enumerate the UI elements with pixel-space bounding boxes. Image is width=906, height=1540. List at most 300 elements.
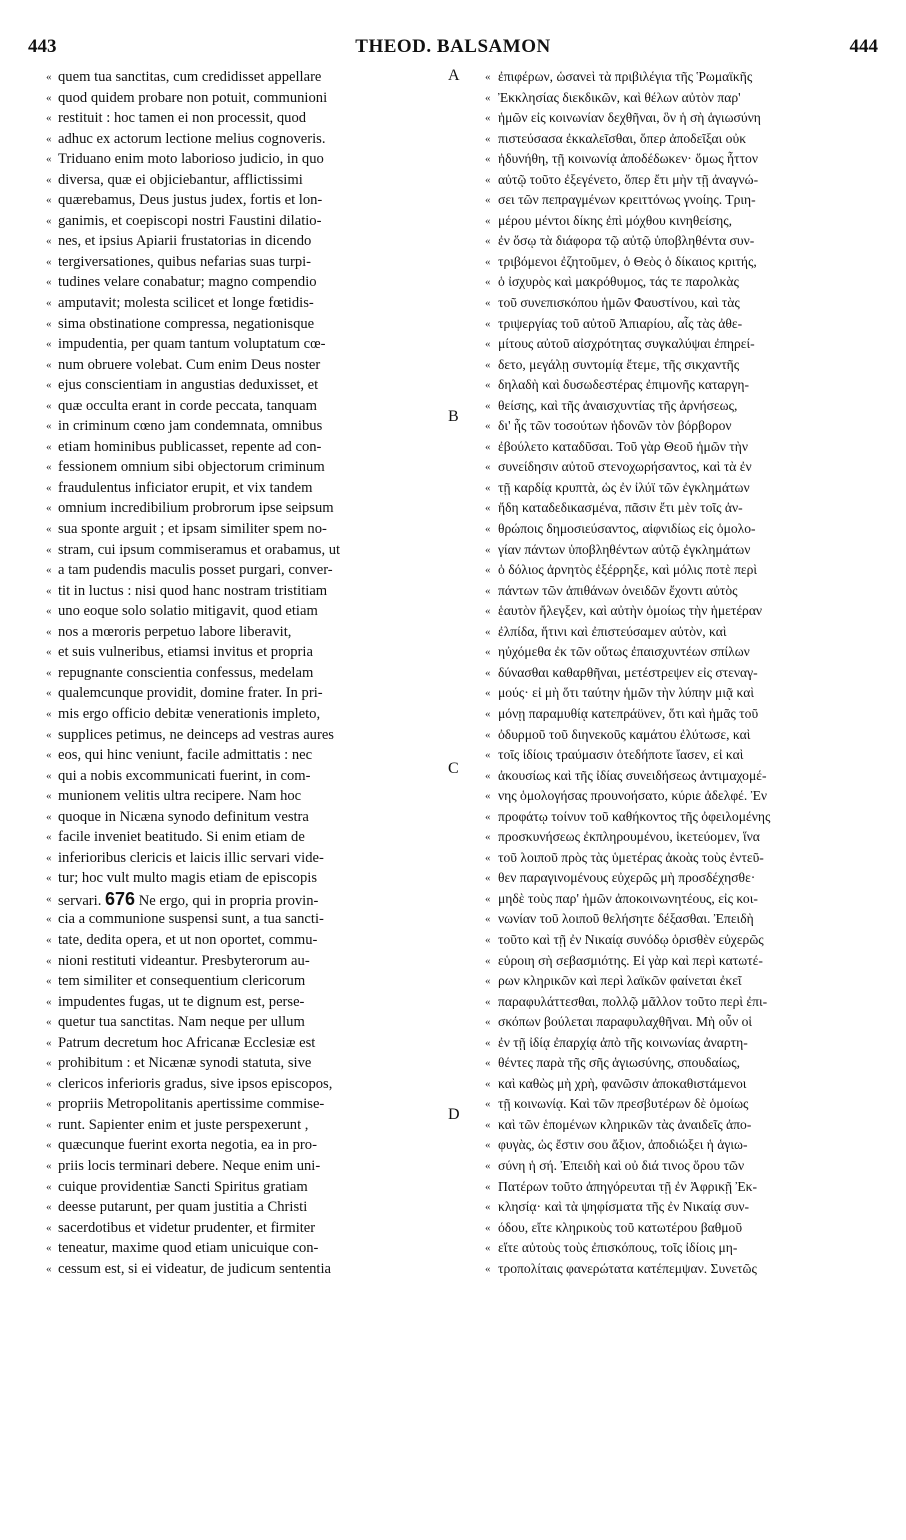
quote-mark: «	[485, 502, 491, 515]
line-text: tate, dedita opera, et ut non oportet, commu-	[58, 931, 318, 948]
line-text: in criminum cœno jam condemnata, omnibus	[58, 418, 323, 435]
quote-mark: «	[46, 625, 52, 638]
quote-mark: «	[485, 666, 491, 679]
text-line	[485, 951, 878, 972]
text-line	[485, 293, 878, 314]
text-line	[46, 786, 442, 807]
line-text: cessum est, si ei videatur, de judicum sententia	[58, 1260, 331, 1277]
quote-mark: «	[485, 625, 491, 638]
text-line	[46, 272, 442, 293]
quote-mark: «	[485, 338, 491, 351]
line-text: ἐλπίδα, ἥτινι καὶ ἐπιστεύσαμεν αὐτὸν, καὶ	[498, 623, 727, 639]
text-line	[485, 1177, 878, 1198]
text-line	[46, 190, 442, 211]
quote-mark: «	[46, 420, 52, 433]
line-text: γίαν πάντων ὑποβληθέντων αὐτῷ ἐγκλημάτων	[498, 541, 751, 557]
line-text: nos a mœroris perpetuo labore liberavit,	[58, 623, 292, 640]
text-line	[485, 355, 878, 376]
line-text: quæ occulta erant in corde peccata, tanquam	[58, 397, 317, 414]
line-text: num obruere volebat. Cum enim Deus noster	[58, 356, 321, 373]
line-text: runt. Sapienter enim et juste perspexerunt ,	[58, 1116, 309, 1133]
line-text: δύνασθαι καθαρθῆναι, μετέστρεψεν εἰς στεναγ-	[498, 664, 758, 680]
text-line	[46, 252, 442, 273]
line-text: νης ὁμολογήσας προυνοήσατο, κύριε ἀδελφέ. Ἐν	[498, 788, 768, 804]
text-line	[485, 190, 878, 211]
text-line	[485, 642, 878, 663]
text-line	[46, 170, 442, 191]
line-text: propriis Metropolitanis apertissime commise-	[58, 1096, 325, 1113]
quote-mark: «	[46, 1180, 52, 1193]
text-line	[46, 519, 442, 540]
line-text: ἐπιφέρων, ὡσανεὶ τὰ πριβιλέγια τῆς Ῥωμαϊκῆς	[498, 69, 753, 84]
line-text: θείσης, καὶ τῆς ἀναισχυντίας τῆς ἀρνήσεως,	[498, 397, 738, 413]
quote-mark: «	[46, 1098, 52, 1111]
text-line	[485, 930, 878, 951]
text-line	[46, 560, 442, 581]
line-text: fessionem omnium sibi objectorum criminum	[58, 459, 325, 476]
text-line	[485, 1115, 878, 1136]
text-line	[46, 1156, 442, 1177]
quote-mark: «	[46, 728, 52, 741]
text-line	[485, 766, 878, 787]
text-line	[485, 1197, 878, 1218]
line-text: θρώποις δημοσιεύσαντος, αἰφνιδίως εἰς ὁμολο-	[498, 521, 756, 537]
quote-mark: «	[485, 995, 491, 1008]
text-line	[485, 1053, 878, 1074]
line-text: restituit : hoc tamen ei non processit, quod	[58, 110, 307, 127]
quote-mark: «	[46, 132, 52, 145]
text-line	[485, 663, 878, 684]
quote-mark: «	[485, 872, 491, 885]
line-text: εὑροιη σὴ σεβασμιότης. Εἰ γὰρ καὶ περὶ κατωτέ-	[498, 952, 763, 968]
line-text: adhuc ex actorum lectione melius cognoveris.	[58, 130, 326, 147]
quote-mark: «	[485, 235, 491, 248]
text-line	[46, 231, 442, 252]
text-line	[485, 704, 878, 725]
quote-mark: «	[485, 71, 491, 83]
quote-mark: «	[46, 255, 52, 268]
text-line	[485, 478, 878, 499]
quote-mark: «	[485, 91, 491, 104]
line-text: qualemcunque providit, domine frater. In pri-	[58, 685, 323, 702]
text-line	[485, 88, 878, 109]
text-line	[485, 1135, 878, 1156]
line-text: σύνη ἡ σή. Ἐπειδὴ καὶ οὐ διά τινος ὅρου τῶν	[498, 1157, 745, 1173]
right-page-number: 444	[849, 36, 878, 57]
quote-mark: «	[485, 1118, 491, 1131]
line-text: τῇ καρδίᾳ κρυπτὰ, ὡς ἐν ἰλύϊ τῶν ἐγκλημάτων	[498, 479, 750, 495]
text-line	[46, 1074, 442, 1095]
line-text: ἤδη καταδεδικασμένα, πᾶσιν ἔτι μὲν τοῖς ἀν-	[498, 500, 743, 516]
column-number: 676	[105, 888, 136, 909]
quote-mark: «	[485, 707, 491, 720]
line-text: fraudulentus inficiator erupit, et vix tandem	[58, 479, 313, 496]
line-text: mis ergo officio debitæ venerationis impleto,	[58, 705, 321, 722]
line-text: σκόπων βούλεται παραφυλαχθῆναι. Μὴ οὖν οἱ	[498, 1014, 753, 1030]
text-line	[46, 88, 442, 109]
quote-mark: «	[485, 1057, 491, 1070]
text-line	[46, 540, 442, 561]
quote-mark: «	[46, 605, 52, 618]
text-line	[46, 211, 442, 232]
text-line	[485, 211, 878, 232]
quote-mark: «	[46, 235, 52, 248]
line-text: μόνῃ παραμυθίᾳ κατεπράϋνεν, ὅτι καὶ ἡμᾶς τοῦ	[498, 705, 759, 721]
quote-mark: «	[46, 1242, 52, 1255]
line-text: quetur tua sanctitas. Nam neque per ullum	[58, 1014, 305, 1031]
line-text: nes, et ipsius Apiarii frustatorias in dicendo	[58, 233, 312, 250]
line-text: nioni restituti videantur. Presbyterorum au-	[58, 952, 310, 969]
line-text: ἀκουσίως καὶ τῆς ἰδίας συνειδήσεως ἀντιμαχομέ-	[498, 767, 767, 783]
line-text: τριψεργίας τοῦ αὐτοῦ Ἀπιαρίου, αἷς τὰς ἀθε-	[498, 315, 743, 331]
line-text: ἐν τῇ ἰδίᾳ ἐπαρχίᾳ ἀπὸ τῆς κοινωνίας ἀναρτη-	[498, 1034, 748, 1050]
latin-column	[46, 67, 442, 1527]
quote-mark: «	[46, 707, 52, 720]
quote-mark: «	[485, 1262, 491, 1275]
line-text: munionem velitis ultra recipere. Nam hoc	[58, 788, 302, 805]
line-text: quoque in Nicæna synodo definitum vestra	[58, 808, 309, 825]
quote-mark: «	[485, 892, 491, 905]
line-text: όδου, εἴτε κληρικοὺς τοῦ κατωτέρου βαθμοῦ	[498, 1219, 743, 1235]
text-line	[46, 868, 442, 889]
text-line	[485, 272, 878, 293]
quote-mark: «	[46, 584, 52, 597]
line-text: φυγὰς, ὡς ἔστιν σου ἄξιον, ἀποδιώξει ἡ ἁγιω-	[498, 1137, 748, 1153]
line-text: diversa, quæ ei objiciebantur, afflictissimi	[58, 171, 303, 188]
line-text: quem tua sanctitas, cum credidisset appellare	[58, 69, 322, 85]
quote-mark: «	[485, 975, 491, 988]
quote-mark: «	[46, 194, 52, 207]
quote-mark: «	[485, 420, 491, 433]
quote-mark: «	[46, 872, 52, 885]
quote-mark: «	[46, 379, 52, 392]
quote-mark: «	[485, 605, 491, 618]
line-text: servari. 676 Ne ergo, qui in propria provin-	[58, 888, 319, 909]
line-text: σει τῶν πεπραγμένων κρειττόνως γνοίης. Τριη-	[498, 192, 756, 208]
line-text: Ἐκκλησίας διεκδικῶν, καὶ θέλων αὐτὸν παρ'	[498, 89, 741, 105]
margin-letter-c: C	[448, 760, 459, 777]
text-line	[46, 745, 442, 766]
line-text: ἠδυνήθη, τῇ κοινωνίᾳ ἀποδέδωκεν· ὅμως ἧττον	[498, 151, 758, 167]
text-line	[46, 314, 442, 335]
quote-mark: «	[485, 153, 491, 166]
quote-mark: «	[485, 255, 491, 268]
line-text: τῇ κοινωνίᾳ. Καὶ τῶν πρεσβυτέρων δὲ ὁμοίως	[498, 1096, 749, 1112]
text-line	[46, 848, 442, 869]
line-text: quærebamus, Deus justus judex, fortis et lon-	[58, 192, 323, 209]
line-text: ὁ ἰσχυρὸς καὶ μακρόθυμος, τάς τε παρολκὰς	[498, 274, 739, 290]
quote-mark: «	[46, 933, 52, 946]
quote-mark: «	[485, 523, 491, 536]
quote-mark: «	[485, 646, 491, 659]
quote-mark: «	[485, 276, 491, 289]
text-line	[485, 416, 878, 437]
quote-mark: «	[46, 1201, 52, 1214]
line-text: tudines velare conabatur; magno compendio	[58, 274, 317, 291]
text-line	[485, 519, 878, 540]
quote-mark: «	[46, 173, 52, 186]
quote-mark: «	[46, 297, 52, 310]
line-text: impudentes fugas, ut te dignum est, perse-	[58, 993, 305, 1010]
text-line	[46, 457, 442, 478]
text-line	[485, 1074, 878, 1095]
quote-mark: «	[485, 851, 491, 864]
text-line	[46, 67, 442, 88]
line-text: μούς· εἰ μὴ ὅτι ταύτην ἡμῶν τὴν λύπην μιᾷ καὶ	[498, 685, 755, 701]
quote-mark: «	[485, 1180, 491, 1193]
text-line	[46, 375, 442, 396]
line-text: μηδὲ τοὺς παρ' ἡμῶν ἀποκοινωνητέους, εἰς κοι-	[498, 890, 758, 906]
quote-mark: «	[485, 933, 491, 946]
greek-column	[485, 67, 878, 1527]
line-text: quod quidem probare non potuit, communioni	[58, 89, 328, 106]
quote-mark: «	[46, 1057, 52, 1070]
text-line	[46, 683, 442, 704]
text-line	[46, 951, 442, 972]
quote-mark: «	[46, 1159, 52, 1172]
line-text: etiam hominibus publicasset, repente ad con-	[58, 438, 322, 455]
text-line	[46, 498, 442, 519]
line-text: cia a communione suspensi sunt, a tua sancti-	[58, 911, 324, 928]
quote-mark: «	[46, 851, 52, 864]
text-line	[46, 293, 442, 314]
text-line	[46, 1033, 442, 1054]
line-text: tit in luctus : nisi quod hanc nostram tristitiam	[58, 582, 328, 599]
line-text: priis locis terminari debere. Neque enim uni-	[58, 1157, 321, 1174]
quote-mark: «	[46, 646, 52, 659]
text-line	[46, 827, 442, 848]
line-text: τοῦ συνεπισκόπου ἡμῶν Φαυστίνου, καὶ τὰς	[498, 295, 740, 311]
text-line	[485, 827, 878, 848]
text-line	[485, 498, 878, 519]
quote-mark: «	[485, 1139, 491, 1152]
line-text: cuique providentiæ Sancti Spiritus gratiam	[58, 1178, 308, 1195]
quote-mark: «	[46, 975, 52, 988]
line-text: impudentia, per quam tantum voluptatum cœ-	[58, 336, 326, 353]
quote-mark: «	[485, 1036, 491, 1049]
quote-mark: «	[46, 338, 52, 351]
text-line	[485, 848, 878, 869]
text-line	[485, 745, 878, 766]
quote-mark: «	[46, 749, 52, 762]
quote-mark: «	[46, 790, 52, 803]
line-text: prohibitum : et Nicænæ synodi statuta, sive	[58, 1055, 312, 1072]
text-line	[485, 622, 878, 643]
quote-mark: «	[46, 523, 52, 536]
quote-mark: «	[46, 666, 52, 679]
line-text: sua sponte arguit ; et ipsam similiter spem no-	[58, 521, 327, 538]
line-text: amputavit; molesta scilicet et longe fœtidis-	[58, 295, 314, 312]
text-line	[46, 149, 442, 170]
text-line	[46, 581, 442, 602]
text-line	[46, 1177, 442, 1198]
line-text: ηὐχόμεθα ἐκ τῶν οὕτως ἐπαισχυντέων σπίλων	[498, 644, 750, 660]
text-line	[485, 560, 878, 581]
line-text: εἴτε αὐτοὺς τοὺς ἐπισκόπους, τοῖς ἰδίοις μη-	[498, 1240, 738, 1256]
quote-mark: «	[485, 481, 491, 494]
quote-mark: «	[46, 1077, 52, 1090]
text-line	[485, 1238, 878, 1259]
line-text: et suis vulneribus, etiamsi invitus et propria	[58, 644, 313, 661]
line-text: clericos inferioris gradus, sive ipsos episcopos,	[58, 1075, 333, 1092]
text-line	[485, 1094, 878, 1115]
line-text: teneatur, maxime quod etiam unicuique con-	[58, 1240, 319, 1257]
text-line	[46, 601, 442, 622]
quote-mark: «	[485, 1016, 491, 1029]
line-text: inferioribus clericis et laicis illic servari vide-	[58, 849, 324, 866]
text-line	[485, 786, 878, 807]
text-line	[46, 930, 442, 951]
line-text: δι' ἧς τῶν τοσούτων ἡδονῶν τὸν βόρβορον	[498, 418, 732, 434]
text-line	[485, 807, 878, 828]
line-text: προσκυνήσεως ἐκπληρουμένου, ἱκετεύομεν, ἵνα	[498, 829, 760, 845]
quote-mark: «	[485, 790, 491, 803]
text-line	[485, 909, 878, 930]
text-line	[46, 334, 442, 355]
quote-mark: «	[485, 1242, 491, 1255]
text-line	[485, 889, 878, 910]
text-line	[46, 725, 442, 746]
quote-mark: «	[46, 769, 52, 782]
quote-mark: «	[485, 1098, 491, 1111]
quote-mark: «	[46, 502, 52, 515]
line-text: θεν παραγινομένους εὐχερῶς μὴ προσδέχησθε·	[498, 870, 756, 886]
quote-mark: «	[485, 954, 491, 967]
text-line	[485, 457, 878, 478]
margin-letter-b: B	[448, 408, 459, 425]
line-text: facile inveniet beatitudo. Si enim etiam de	[58, 829, 305, 846]
text-line	[485, 683, 878, 704]
line-text: αὐτῷ τοῦτο ἐξεγένετο, ὅπερ ἔτι μὴν τῇ ἀναγνώ-	[498, 171, 759, 187]
line-text: πάντων τῶν ἀπιθάνων ὀνειδῶν ἔχοντι αὐτὸς	[498, 582, 738, 598]
text-line	[46, 766, 442, 787]
text-line	[485, 67, 878, 88]
line-text: Patrum decretum hoc Africanæ Ecclesiæ est	[58, 1034, 316, 1051]
line-text: qui a nobis excommunicati fuerint, in com-	[58, 767, 311, 784]
quote-mark: «	[485, 1221, 491, 1234]
line-text: τριβόμενοι ἐζητοῦμεν, ὁ Θεὸς ὁ δίκαιος κριτής,	[498, 253, 757, 269]
quote-mark: «	[485, 543, 491, 556]
text-line	[46, 888, 442, 910]
text-line	[46, 129, 442, 150]
quote-mark: «	[46, 831, 52, 844]
text-line	[485, 1218, 878, 1239]
text-line	[46, 971, 442, 992]
line-text: Πατέρων τοῦτο ἀπηγόρευται τῇ ἐν Ἀφρικῇ Ἐκ-	[498, 1178, 758, 1194]
text-line	[46, 704, 442, 725]
quote-mark: «	[46, 358, 52, 371]
line-text: tem similiter et consequentium clericorum	[58, 973, 306, 990]
text-line	[485, 129, 878, 150]
quote-mark: «	[46, 1139, 52, 1152]
text-line	[46, 663, 442, 684]
text-line	[46, 396, 442, 417]
line-text: ὀδυρμοῦ τοῦ διηνεκοῦς καμάτου ἐλύτωσε, καὶ	[498, 726, 751, 742]
quote-mark: «	[485, 810, 491, 823]
line-text: quæcunque fuerint exorta negotia, ea in pro-	[58, 1137, 317, 1154]
quote-mark: «	[485, 194, 491, 207]
quote-mark: «	[485, 1201, 491, 1214]
line-text: tergiversationes, quibus nefarias suas turpi-	[58, 253, 312, 270]
text-line	[485, 601, 878, 622]
text-line	[46, 1012, 442, 1033]
quote-mark: «	[485, 831, 491, 844]
text-line	[485, 1259, 878, 1280]
line-text: δετο, μεγάλῃ συντομίᾳ ἔτεμε, τῆς σικχαντῆς	[498, 356, 740, 372]
quote-mark: «	[485, 440, 491, 453]
quote-mark: «	[485, 564, 491, 577]
line-text: repugnante conscientia confessus, medelam	[58, 664, 314, 681]
line-text: τοῖς ἰδίοις τραύμασιν ὁτεδήποτε ἴασεν, εἰ καὶ	[498, 747, 744, 763]
quote-mark: «	[46, 276, 52, 289]
quote-mark: «	[485, 173, 491, 186]
quote-mark: «	[46, 214, 52, 227]
text-line	[46, 622, 442, 643]
quote-mark: «	[46, 399, 52, 412]
line-text: μέρου μέντοι δίκης ἐπὶ μόχθου κινηθείσης,	[498, 212, 733, 228]
line-text: omnium incredibilium probrorum ipse seipsum	[58, 500, 334, 517]
text-line	[46, 1135, 442, 1156]
line-text: ἐβούλετο καταδῦσαι. Τοῦ γὰρ Θεοῦ ἡμῶν τὴν	[498, 438, 749, 454]
quote-mark: «	[485, 112, 491, 125]
quote-mark: «	[485, 749, 491, 762]
line-text: προφάτῳ τοίνυν τοῦ καθήκοντος τῆς ὀφειλομένης	[498, 808, 771, 824]
line-text: uno eoque solo solatio mitigavit, quod etiam	[58, 603, 318, 620]
quote-mark: «	[46, 1221, 52, 1234]
quote-mark: «	[46, 892, 52, 905]
text-line	[485, 231, 878, 252]
quote-mark: «	[485, 728, 491, 741]
line-text: sima obstinatione compressa, negationisque	[58, 315, 315, 332]
running-title: THEOD. BALSAMON	[355, 36, 551, 57]
quote-mark: «	[46, 461, 52, 474]
line-text: μίτους αὐτοῦ αἰσχρότητας συγκαλύψαι ἐπηρεί-	[498, 336, 755, 352]
quote-mark: «	[46, 1016, 52, 1029]
line-text: ἡμῶν εἰς κοινωνίαν δεχθῆναι, ὃν ἡ σὴ ἁγιωσύνη	[498, 110, 761, 126]
quote-mark: «	[46, 91, 52, 104]
text-line	[485, 108, 878, 129]
text-line	[485, 170, 878, 191]
line-text: πιστεύσασα ἐκκαλεῖσθαι, ὅπερ ἀποδεῖξαι οὐκ	[498, 130, 747, 146]
text-line	[485, 581, 878, 602]
text-line	[485, 992, 878, 1013]
quote-mark: «	[485, 297, 491, 310]
margin-letter-d: D	[448, 1106, 460, 1123]
quote-mark: «	[485, 687, 491, 700]
line-text: ganimis, et coepiscopi nostri Faustini dilatio-	[58, 212, 322, 229]
line-text: ρων κληρικῶν καὶ περὶ λαϊκῶν φαίνεται ἐκεῖ	[498, 973, 742, 989]
quote-mark: «	[485, 1077, 491, 1090]
quote-mark: «	[46, 71, 52, 83]
text-line	[46, 807, 442, 828]
text-line	[46, 478, 442, 499]
quote-mark: «	[46, 317, 52, 330]
quote-mark: «	[46, 810, 52, 823]
text-line	[46, 642, 442, 663]
quote-mark: «	[46, 913, 52, 926]
line-text: ejus conscientiam in angustias deduxisset, et	[58, 377, 319, 394]
text-line	[485, 725, 878, 746]
line-text: ἑαυτὸν ἤλεγξεν, καὶ αὐτὴν ὁμοίως τὴν ἡμετέραν	[498, 603, 763, 619]
quote-mark: «	[46, 564, 52, 577]
text-line	[46, 108, 442, 129]
text-line	[46, 992, 442, 1013]
quote-mark: «	[46, 153, 52, 166]
line-text: supplices petimus, ne deinceps ad vestras aures	[58, 726, 334, 743]
quote-mark: «	[485, 379, 491, 392]
text-line	[485, 252, 878, 273]
line-text: θέντες παρὰ τῆς σῆς ἁγιωσύνης, σπουδαίως,	[498, 1055, 741, 1071]
